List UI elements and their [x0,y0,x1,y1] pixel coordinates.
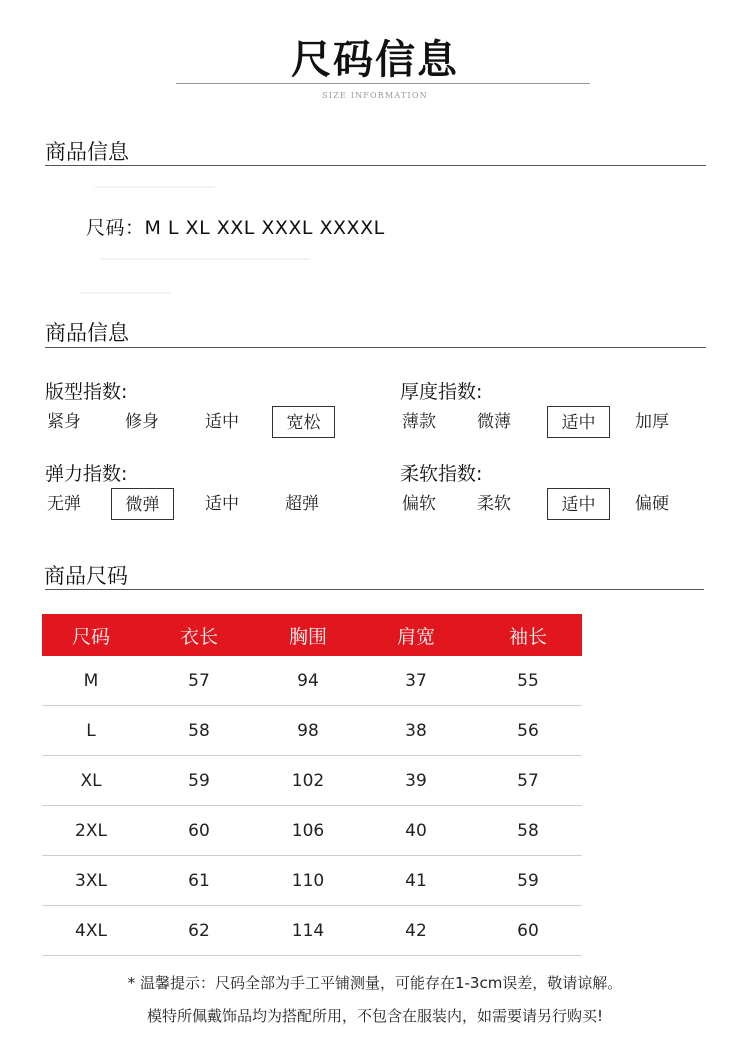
table-cell: 56 [517,720,539,741]
table-cell: 59 [188,770,210,791]
table-cell: M [83,670,99,691]
thickness-index-label: 厚度指数: [400,381,483,403]
table-row [42,656,582,706]
size-table [42,614,582,956]
table-cell: 59 [517,870,539,891]
elasticity-option: 超弹 [285,494,319,514]
table-row [42,806,582,856]
table-cell: 41 [405,870,427,891]
table-row [42,706,582,756]
table-cell: 55 [517,670,539,691]
table-cell: XL [80,770,102,791]
column-header-chest: 胸围 [288,625,327,648]
measurement-note: * 温馨提示：尺码全部为手工平铺测量，可能存在1-3cm误差，敬请谅解。 [127,974,623,992]
table-cell: 60 [517,920,539,941]
column-header-length: 衣长 [179,625,218,648]
fit-option-selected: 宽松 [272,406,335,438]
page-subtitle: SIZE INFORMATION [322,91,428,100]
table-cell: 57 [517,770,539,791]
elasticity-option: 无弹 [47,494,81,514]
page-title: 尺码信息 [291,37,459,83]
softness-option-selected: 适中 [547,488,610,520]
column-header-shoulder: 肩宽 [396,625,435,648]
product-info-heading: 商品信息 [45,140,129,164]
table-cell: 61 [188,870,210,891]
table-cell: 98 [297,720,319,741]
section-divider [45,589,704,590]
thickness-option: 加厚 [635,412,669,432]
table-cell: 114 [291,920,325,941]
fit-option: 修身 [125,412,159,432]
table-cell: 57 [188,670,210,691]
fit-index-label: 版型指数: [45,381,128,403]
table-cell: 2XL [75,820,107,841]
faded-background-text [80,292,170,294]
fit-option: 适中 [205,412,239,432]
column-header-size: 尺码 [71,625,110,648]
faded-background-text [95,186,215,188]
table-row [42,756,582,806]
softness-option: 偏硬 [635,494,669,514]
table-cell: 110 [291,870,325,891]
table-header [42,614,582,656]
title-divider [176,83,590,84]
table-cell: 60 [188,820,210,841]
table-cell: 102 [291,770,325,791]
size-table-heading: 商品尺码 [44,564,128,588]
elasticity-option: 适中 [205,494,239,514]
faded-background-text [100,258,310,260]
fit-option: 紧身 [47,412,81,432]
table-cell: 58 [188,720,210,741]
thickness-option-selected: 适中 [547,406,610,438]
table-cell: 42 [405,920,427,941]
table-row [42,856,582,906]
elasticity-option-selected: 微弹 [111,488,174,520]
table-cell: 3XL [75,870,107,891]
table-cell: 4XL [75,920,107,941]
table-cell: 106 [291,820,325,841]
product-info-heading: 商品信息 [45,321,129,345]
column-header-sleeve: 袖长 [508,625,547,648]
size-list: 尺码：M L XL XXL XXXL XXXXL [86,217,385,239]
table-cell: 62 [188,920,210,941]
softness-option: 偏软 [402,494,436,514]
table-cell: 94 [297,670,319,691]
table-row [42,906,582,956]
thickness-option: 薄款 [402,412,436,432]
softness-option: 柔软 [477,494,511,514]
table-cell: 39 [405,770,427,791]
softness-index-label: 柔软指数: [400,463,483,485]
table-cell: 58 [517,820,539,841]
table-cell: 38 [405,720,427,741]
table-cell: L [86,720,96,741]
thickness-option: 微薄 [477,412,511,432]
elasticity-index-label: 弹力指数: [45,463,128,485]
accessories-note: 模特所佩戴饰品均为搭配所用，不包含在服装内，如需要请另行购买! [146,1007,604,1025]
table-cell: 40 [405,820,427,841]
table-cell: 37 [405,670,427,691]
section-divider [45,165,706,166]
section-divider [45,347,706,348]
